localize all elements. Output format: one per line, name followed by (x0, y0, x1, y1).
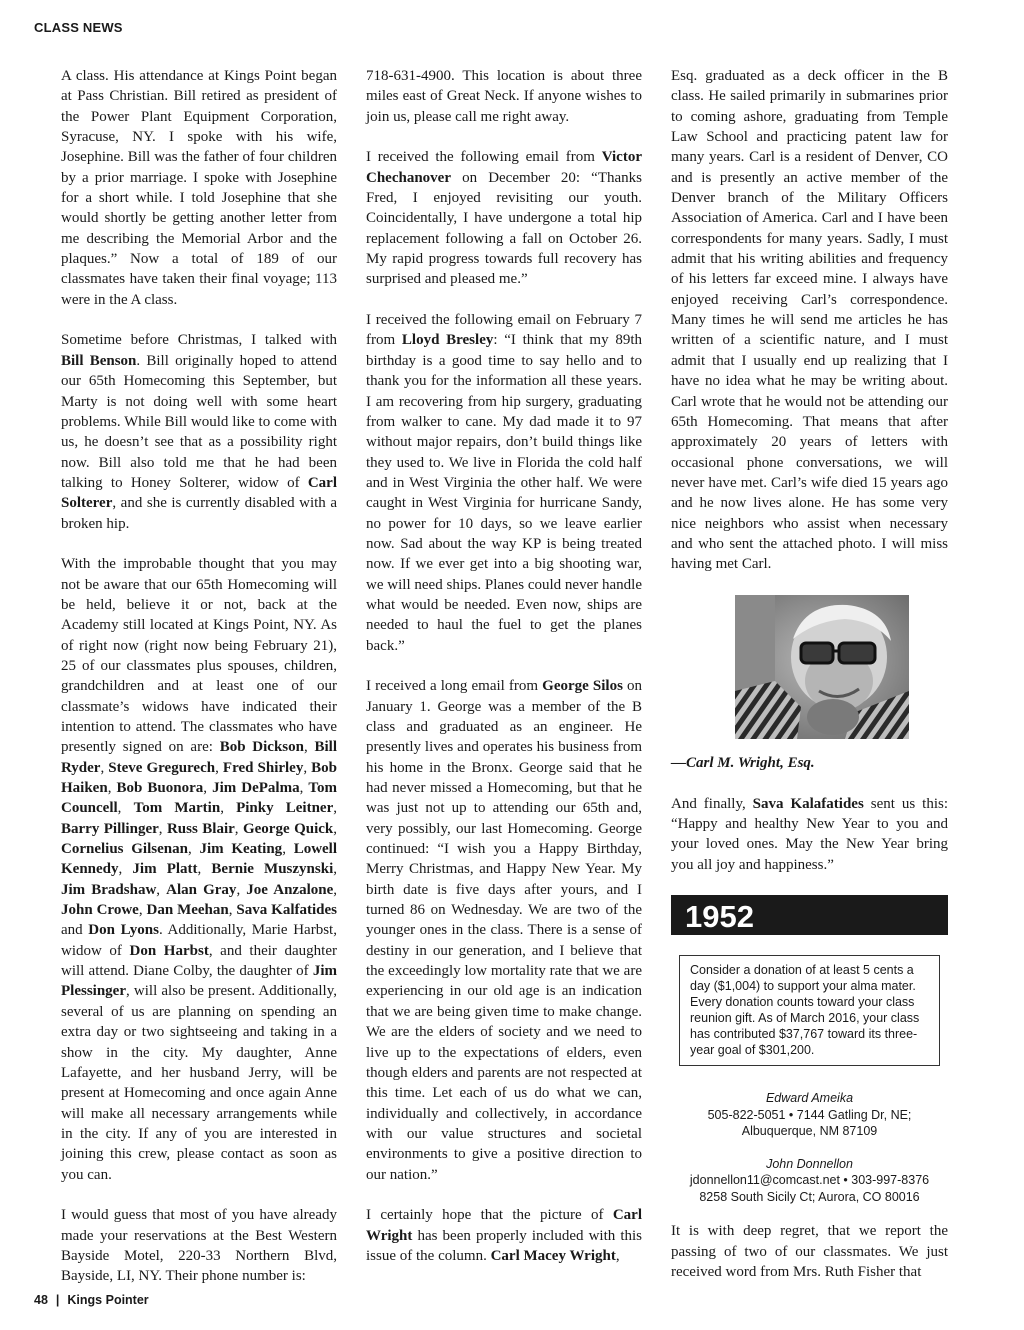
classmate-name: Fred Shirley (222, 759, 304, 776)
classmate-name: Bill Benson (61, 352, 137, 369)
classmate-name: Lowell Kennedy (61, 841, 338, 878)
paragraph: I received a long email from George Silos on January 1. George was a member of the B class and graduated as an engineer. He presently lives and operates his business from his home in the Bronx. George said that he had never missed a Homecoming, but that he was just not up to attending our 65th and, very possibly, our last Homecoming. George continued: “I wish you a Happy Birthday, Merry Christmas, and Happy New Year. My birth date is five days after yours, and I turned 86 on Wednesday. We are two of the younger ones in the class. There is a sense of destiny in our generation, and I believe that the exceedingly low mortality rate that we are experiencing in our old age is an indication that we are being given time to make change. We are the elders of society and we need to live up to the expectations of elders, even though elders and parents are not respected at this time. Let each of us do what we can, individually and collectively, in accordance with our value structures and societal environments to give a positive direction to our nation.” (366, 678, 642, 1183)
column-2 (366, 66, 642, 1287)
classmate-name: Jim Plessinger (61, 963, 337, 1000)
classmate-name: Russ Blair (166, 820, 235, 837)
paragraph: It is with deep regret, that we report the passing of two of our classmates. We just received word from Mrs. Ruth Fisher that (671, 1223, 948, 1281)
contact-name: Edward Ameika (765, 1091, 854, 1106)
column-1 (61, 66, 337, 1307)
classmate-name: Carl Macey Wright (490, 1247, 616, 1264)
paragraph: Sometime before Christmas, I talked with Bill Benson. Bill originally hoped to attend our 65th Homecoming this September, but Marty is not doing well with some heart problems. While Bill would like to come with us, he doesn’t see that as a possibility right now. Bill also told me that he had been talking to Honey Solterer, widow of Carl Solterer, and she is currently disabled with a broken hip. (61, 332, 337, 532)
classmate-name: Cornelius Gilsenan (61, 841, 188, 858)
classmate-name: Carl Wright (366, 1207, 642, 1244)
classmate-name: Lloyd Bresley (401, 332, 494, 349)
classmate-name: Victor Chechanover (366, 149, 642, 186)
classmate-name: Bob Dickson (219, 739, 304, 756)
paragraph: Esq. graduated as a deck officer in the B class. He sailed primarily in submarines prior to coming ashore, graduating from Temple Law School and practicing patent law for many years. Carl is a resident of Denver, CO and is presently an active member of the Denver branch of the Military Officers Association of America. Carl and I have been correspondents for many years. Sadly, I must admit that his writing abilities and frequency of his letters far exceed mine. I always have enjoyed receiving Carl’s correspondence. Many times he will send me articles he has written of a scientific nature, and I must admit that I usually end up realizing that I have no idea what he may be writing about. Carl wrote that he would not be attending our 65th Homecoming. That means that after approximately 20 years of letters with occasional phone conversations, we will never have met. Carl’s wife died 15 years ago and he now lives alone. He has some very nice neighbors who assist when necessary and who sent the attached photo. I will miss having met Carl. (671, 68, 948, 573)
classmate-name: George Silos (542, 678, 623, 695)
classmate-name: Bill Ryder (61, 739, 338, 776)
contact-details: jdonnellon11@comcast.net • 303-997-8376 (689, 1173, 930, 1188)
section-header: CLASS NEWS (34, 20, 123, 35)
class-year-banner: 1952 (671, 895, 948, 935)
column-3 (671, 66, 948, 1303)
classmate-name: Bernie Muszynski (211, 861, 334, 878)
paragraph: A class. His attendance at Kings Point began at Pass Christian. Bill retired as president of the Power Plant Equipment Corporation, Syracuse, NY. I spoke with his wife, Josephine. Bill was the father of four children by a prior marriage. I spoke with Josephine for a short while. I told Josephine that she would shortly be getting another letter from me describing the Memorial Arbor and the plaques.” Now a total of 189 of our classmates have taken their final voyage; 113 were in the A class. (61, 68, 337, 308)
classmate-name: Bob Haiken (61, 759, 338, 797)
classmate-name: Carl Solterer (61, 474, 337, 512)
classmate-name: Pinky Leitner (236, 800, 334, 817)
classmate-name: Jim DePalma (212, 780, 300, 797)
donation-box: Consider a donation of at least 5 cents a day ($1,004) to support your alma mater. Every donation counts toward your class reunion gift. As of March 2016, your class has contributed $37,767 toward its three-year goal of $301,200. (679, 955, 940, 1066)
paragraph: And finally, Sava Kalafatides sent us this: “Happy and healthy New Year to you and your loved ones. May the New Year bring you all joy and happiness.” (671, 795, 948, 873)
classmate-name: Don Lyons (88, 922, 159, 939)
contact-block (671, 1090, 948, 1140)
paragraph: I would guess that most of you have already made your reservations at the Best Western Bayside Motel, 220-33 Northern Blvd, Bayside, LI, NY. Their phone number is: (61, 1207, 337, 1285)
page-footer (34, 1293, 149, 1307)
classmate-name: Sava Kalafatides (752, 795, 864, 812)
classmate-name: Jim Bradshaw (61, 881, 157, 898)
publication-name: Kings Pointer (67, 1293, 149, 1307)
classmate-name: Jim Platt (132, 861, 198, 878)
classmate-name: Joe Anzalone (246, 881, 334, 898)
paragraph: 718-631-4900. This location is about three miles east of Great Neck. If anyone wishes to join us, please call me right away. (366, 68, 642, 125)
paragraph: I received the following email from Victor Chechanover on December 20: “Thanks Fred, I enjoyed revisiting our youth. Coincidentally, I have undergone a total hip replacement following a fall on October 26. My rapid progress towards full recovery has surprised and pleased me.” (366, 149, 642, 288)
classmate-name: Alan Gray (166, 881, 237, 898)
classmate-name: Tom Councell (61, 780, 338, 817)
classmate-name: Dan Meehan (146, 902, 229, 919)
page-number: 48 (34, 1293, 48, 1307)
classmate-name: Bob Buonora (116, 780, 204, 797)
photo-caption: —Carl M. Wright, Esq. (671, 754, 815, 771)
contact-block (671, 1156, 948, 1206)
paragraph: With the improbable thought that you may not be aware that our 65th Homecoming will be held, believe it or not, back at the Academy still located at Kings Point, NY. As of right now (right now being February 21), 25 of our classmates plus spouses, children, grandchildren and at least one of our classmate’s widows have indicated their intention to attend. The classmates who have presently signed on are: Bob Dickson, Bill Ryder, Steve Gregurech, Fred Shirley, Bob Haiken, Bob Buonora, Jim DePalma, Tom Councell, Tom Martin, Pinky Leitner, Barry Pillinger, Russ Blair, George Quick, Cornelius Gilsenan, Jim Keating, Lowell Kennedy, Jim Platt, Bernie Muszynski, Jim Bradshaw, Alan Gray, Joe Anzalone, John Crowe, Dan Meehan, Sava Kalfatides and Don Lyons. Additionally, Marie Harbst, widow of Don Harbst, and their daughter will attend. Diane Colby, the daughter of Jim Plessinger, will also be present. Additionally, several of us are planning on spending an extra day or two sightseeing and taking in a show in the city. My daughter, Anne Lafayette, and her husband Jerry, will be present at Homecoming and once again Anne will make all necessary arrangements while in the city. If any of you are interested in joining this crew, please contact as soon as you can. (61, 556, 338, 1183)
classmate-name: Barry Pillinger (61, 820, 159, 837)
contact-address: Albuquerque, NM 87109 (741, 1124, 878, 1139)
contact-details: 505-822-5051 • 7144 Gatling Dr, NE; (707, 1107, 912, 1122)
classmate-name: Don Harbst (129, 942, 209, 959)
carl-wright-photo (735, 595, 909, 739)
contact-address: 8258 South Sicily Ct; Aurora, CO 80016 (699, 1189, 920, 1204)
classmate-name: George Quick (242, 820, 334, 837)
classmate-name: Steve Gregurech (108, 759, 216, 776)
paragraph: I received the following email on February 7 from Lloyd Bresley: “I think that my 89th birthday is a good time to say hello and to thank you for the information all these years. I am recovering from hip surgery, graduating from walker to cane. My dad made it to 97 without major repairs, don’t build things like they used to. We live in Florida the cold half and in West Virginia the other half. We were caught in West Virginia for hurricane Sandy, no power for 10 days, so we leave earlier now. Sad about the way KP is being treated now. If we ever get into a big shooting war, we will need ships. Planes could never handle what would be needed. Even now, ships are needed to haul the fuel to get the planes back.” (366, 312, 642, 654)
footer-separator: | (55, 1293, 60, 1307)
classmate-name: Tom Martin (133, 800, 221, 817)
classmate-name: Jim Keating (199, 841, 283, 858)
classmate-name: Sava Kalfatides (236, 902, 337, 919)
classmate-name: John Crowe (61, 902, 139, 919)
contact-name: John Donnellon (766, 1156, 853, 1171)
paragraph: I certainly hope that the picture of Carl Wright has been properly included with this issue of the column. Carl Macey Wright, (366, 1207, 642, 1264)
